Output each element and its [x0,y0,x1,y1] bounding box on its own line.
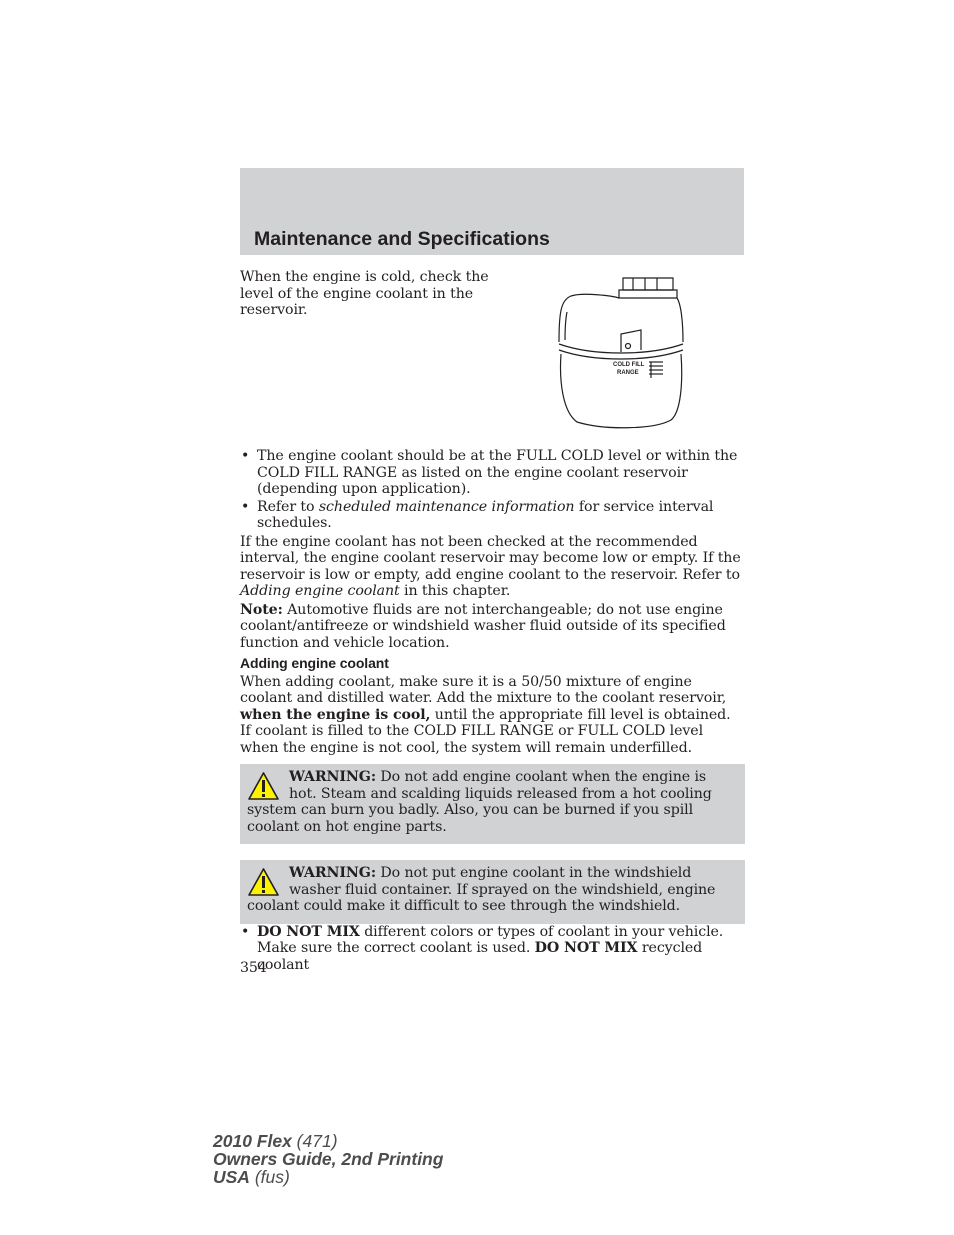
cross-reference: scheduled maintenance information [318,498,575,515]
footer-line: USA (fus) [213,1167,290,1187]
warning-box: WARNING: Do not put engine coolant in the windshield washer fluid container. If sprayed on the windshield, engine coolant could make it difficult to see through the windshield. [240,860,745,924]
note-paragraph: Note: Automotive fluids are not interchangeable; do not use engine coolant/antifreeze or windshield washer fluid outside of its specified function and vehicle location. [240,601,726,651]
list-item: • DO NOT MIX different colors or types of coolant in your vehicle. Make sure the correct coolant is used. DO NOT MIX recycled coolant [240,924,745,974]
warning-box: WARNING: Do not add engine coolant when the engine is hot. Steam and scalding liquids released from a hot cooling system can burn you badly. Also, you can be burned if you spill coolant on hot engine parts. [240,764,745,844]
cross-reference: Adding engine coolant [240,583,400,599]
footer-line: Owners Guide, 2nd Printing [213,1149,444,1169]
intro-paragraph: When the engine is cold, check the level of the engine coolant in the reservoir. [240,269,489,318]
adding-coolant-paragraph: When adding coolant, make sure it is a 50/50 mixture of engine coolant and distilled water. Add the mixture to the coolant reservoir, when the engine is cool, until the appropriate fill level is obtained. If coolant is filled to the COLD FILL RANGE or FULL COLD level when the engine is not cool, the system will remain underfilled. [240,673,731,756]
main-content [240,448,745,975]
cold-fill-label: COLD FILL [613,362,645,368]
reservoir-paragraph: If the engine coolant has not been checked at the recommended interval, the engine coolant reservoir may become low or empty. If the reservoir is low or empty, add engine coolant to the reservoir. Refer to Adding engine coolant in this chapter. [240,533,741,599]
note-label: Note: [240,601,283,618]
subheading-adding-coolant: Adding engine coolant [240,655,389,671]
warning-triangle-icon [247,771,280,801]
warning-label: WARNING: [289,865,376,881]
warning-triangle-icon [247,867,280,897]
coolant-level-bullets [240,448,745,532]
range-label: RANGE [617,370,639,376]
footer-line: 2010 Flex (471) [213,1131,338,1151]
page-number: 354 [240,960,267,976]
section-title: Maintenance and Specifications [254,228,550,250]
section-header [240,168,744,255]
list-item: • Refer to scheduled maintenance information for service interval schedules. [240,499,745,532]
do-not-mix-bullets [240,924,745,974]
fill-level-marks [649,362,663,378]
coolant-reservoir-illustration [553,272,689,432]
warning-label: WARNING: [289,769,376,785]
list-item: • The engine coolant should be at the FULL COLD level or within the COLD FILL RANGE as listed on the engine coolant reservoir (depending upon application). [240,448,745,498]
document-footer [213,1132,443,1186]
